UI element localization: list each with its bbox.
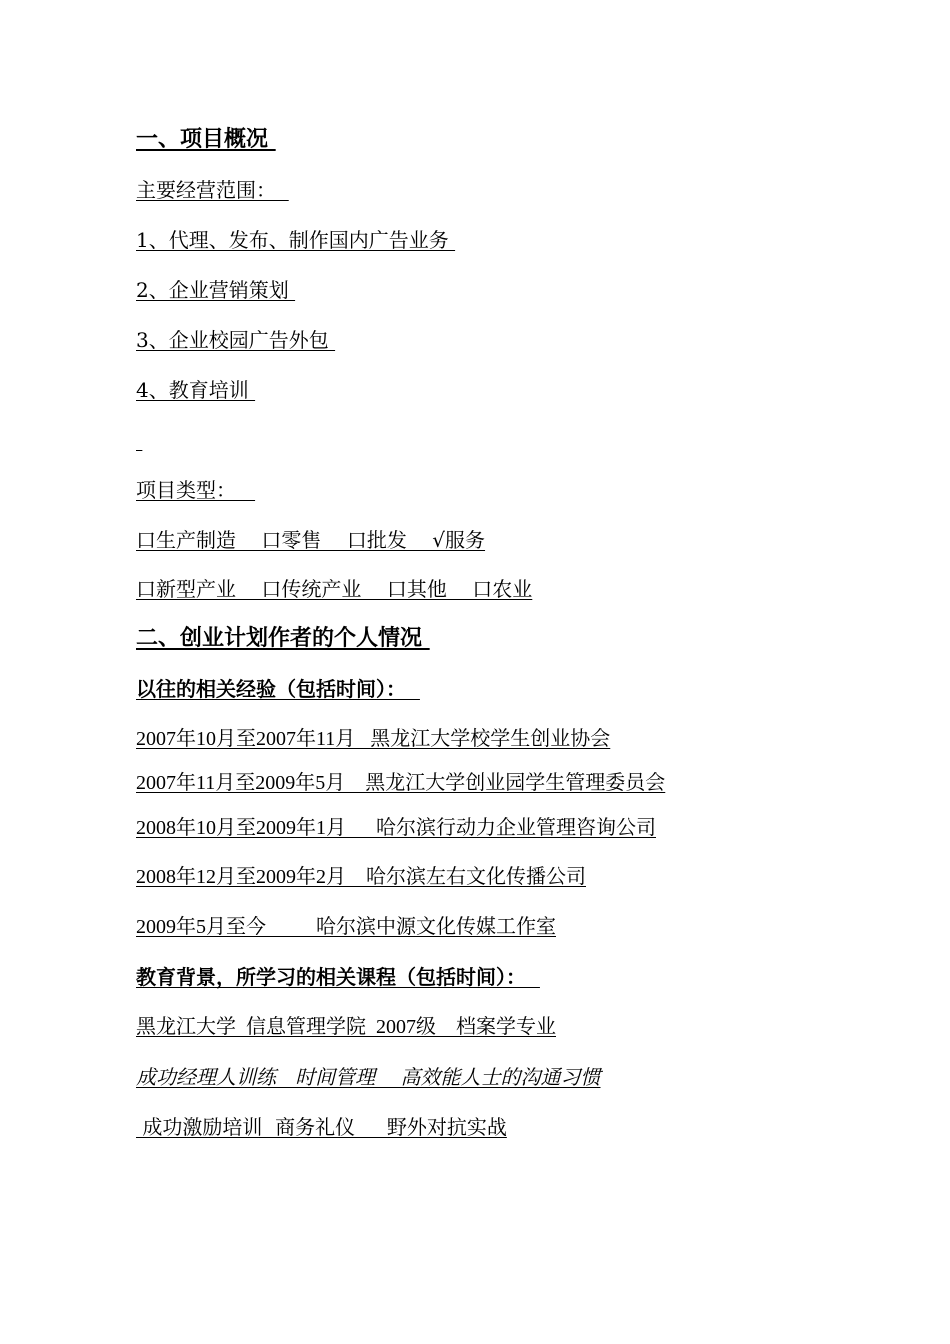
section-2-title: 二、创业计划作者的个人情况 <box>136 625 430 651</box>
blank-line <box>136 427 142 453</box>
experience-item-1: 2007年10月至2007年11月 黑龙江大学校学生创业协会 <box>136 728 611 750</box>
experience-item-4: 2008年12月至2009年2月 哈尔滨左右文化传播公司 <box>136 866 586 888</box>
section-1-title: 一、项目概况 <box>136 126 276 152</box>
scope-item-3: 3、企业校园广告外包 <box>136 328 336 352</box>
project-type-label: 项目类型： <box>136 478 256 502</box>
project-type-options-row-2: 口新型产业 口传统产业 口其他 口农业 <box>136 577 533 601</box>
experience-item-5: 2009年5月至今 哈尔滨中源文化传媒工作室 <box>136 916 556 938</box>
scope-item-4: 4、教育培训 <box>136 378 256 402</box>
education-background: 黑龙江大学 信息管理学院 2007级 档案学专业 <box>136 1016 556 1038</box>
courses-row-1: 成功经理人训练 时间管理 高效能人士的沟通习惯 <box>136 1065 601 1089</box>
project-type-options-row-1: 口生产制造 口零售 口批发 √服务 <box>136 528 486 552</box>
scope-item-1: 1、代理、发布、制作国内广告业务 <box>136 228 456 252</box>
experience-item-2: 2007年11月至2009年5月 黑龙江大学创业园学生管理委员会 <box>136 772 666 794</box>
experience-item-3: 2008年10月至2009年1月 哈尔滨行动力企业管理咨询公司 <box>136 817 656 839</box>
courses-row-2: 成功激励培训 商务礼仪 野外对抗实战 <box>136 1115 507 1139</box>
education-label: 教育背景，所学习的相关课程（包括时间）： <box>136 965 540 989</box>
scope-item-2: 2、企业营销策划 <box>136 278 296 302</box>
experience-label: 以往的相关经验（包括时间）： <box>136 677 420 701</box>
business-scope-label: 主要经营范围： <box>136 178 289 202</box>
